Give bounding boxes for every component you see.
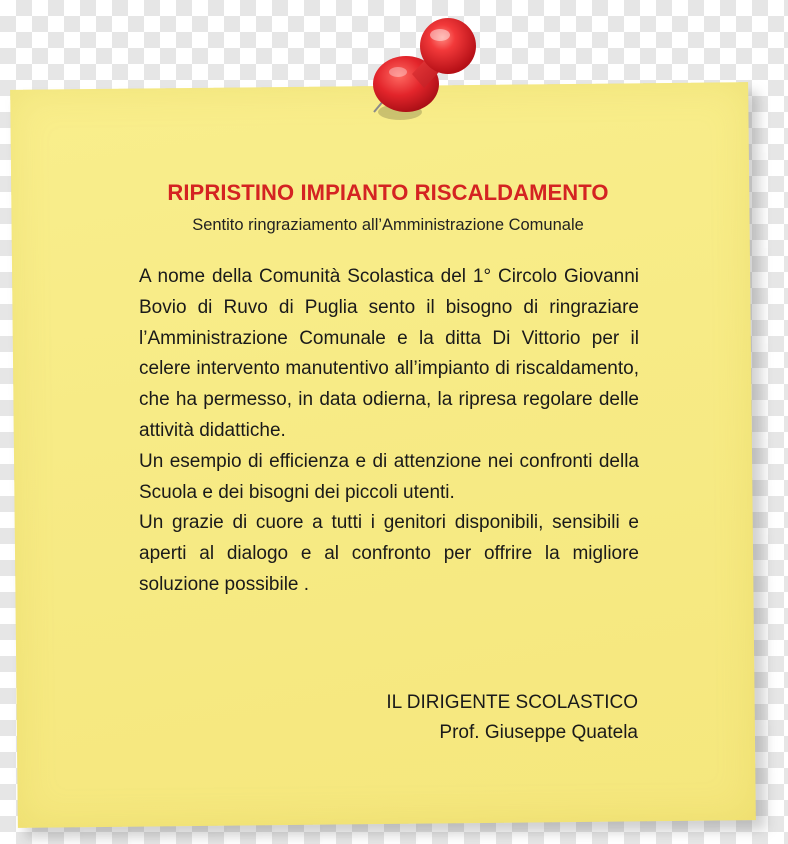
signature-name: Prof. Giuseppe Quatela — [439, 722, 638, 743]
note-subtitle: Sentito ringraziamento all’Amministrazione Comunale — [192, 216, 584, 234]
push-pin-icon — [360, 8, 490, 138]
signature-block — [386, 688, 638, 748]
note-title: RIPRISTINO IMPIANTO RISCALDAMENTO — [167, 180, 609, 205]
signature-role: IL DIRIGENTE SCOLASTICO — [386, 692, 638, 713]
paragraph-efficiency: Un esempio di efficienza e di attenzione nei confronti della Scuola e dei bisogni dei piccoli utenti. — [139, 450, 639, 503]
paragraph-thanks: A nome della Comunità Scolastica del 1° Circolo Giovanni Bovio di Ruvo di Puglia sento il bisogno di ringraziare l’Amministrazione Comunale e la ditta Di Vittorio per il celere intervento manutentivo all’impianto di riscaldamento, che ha permesso, in data odierna, la ripresa regolare delle attività didattiche. — [139, 266, 639, 441]
paragraph-parents: Un grazie di cuore a tutti i genitori disponibili, sensibili e aperti al dialogo e al confronto per offrire la migliore soluzione possibile . — [139, 512, 639, 595]
note-body — [139, 262, 639, 601]
